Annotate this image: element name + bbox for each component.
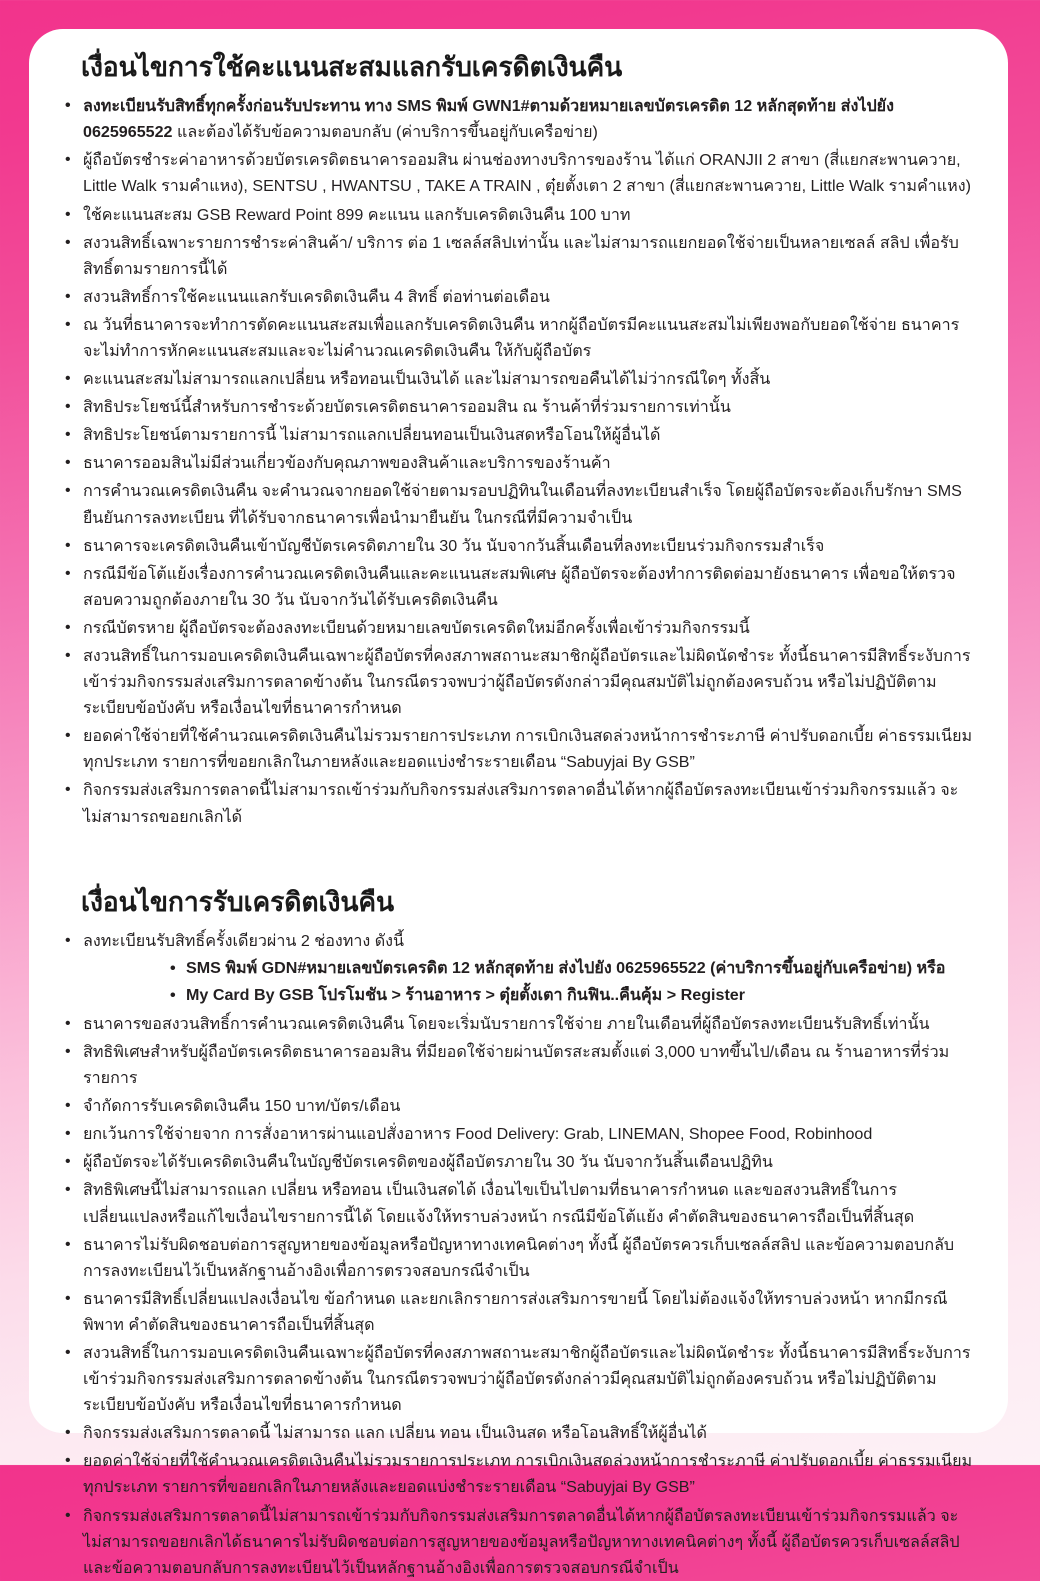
list-item	[57, 1232, 974, 1284]
list-item-text: กรณีบัตรหาย ผู้ถือบัตรจะต้องลงทะเบียนด้วยหมายเลขบัตรเครดิตใหม่อีกครั้งเพื่อเข้าร่วมกิจกรรมนี้	[83, 618, 750, 637]
list-item	[57, 230, 974, 282]
section-title: เงื่อนไขการรับเครดิตเงินคืน	[81, 886, 394, 917]
list-item-text: สงวนสิทธิ์ในการมอบเครดิตเงินคืนเฉพาะผู้ถือบัตรที่คงสภาพสถานะสมาชิกผู้ถือบัตรและไม่ผิดนัดชำระ ทั้งนี้ธนาคารมีสิทธิ์ระงับการเข้าร่วมกิจกรรมส่งเสริมการตลาดข้างต้น ในกรณีตรวจพบว่าผู้ถือบัตรดังกล่าวมีคุณสมบัติไม่ถูกต้องครบถ้วน หรือไม่ปฏิบัติตามระเบียบข้อบังคับ หรือเงื่อนไขที่ธนาคารกำหนด	[83, 647, 971, 718]
list-item	[57, 643, 974, 721]
list-item-text: ใช้คะแนนสะสม GSB Reward Point 899 คะแนน แลกรับเครดิตเงินคืน 100 บาท	[83, 205, 631, 224]
list-item	[57, 312, 974, 364]
registration-channels-list	[83, 955, 974, 1009]
list-item	[57, 561, 974, 613]
list-item	[57, 478, 974, 530]
list-item-text: ธนาคารขอสงวนสิทธิ์การคำนวณเครดิตเงินคืน โดยจะเริ่มนับรายการใช้จ่าย ภายในเดือนที่ผู้ถือบัตรลงทะเบียนรับสิทธิ์เท่านั้น	[83, 1014, 930, 1033]
list-item	[170, 955, 974, 982]
list-item-text: ณ วันที่ธนาคารจะทำการตัดคะแนนสะสมเพื่อแลกรับเครดิตเงินคืน หากผู้ถือบัตรมีคะแนนสะสมไม่เพียงพอกับยอดใช้จ่าย ธนาคารจะไม่ทำการหักคะแนนสะสมและจะไม่คำนวณเครดิตเงินคืน ให้กับผู้ถือบัตร	[83, 315, 960, 360]
list-item-text: ผู้ถือบัตรจะได้รับเครดิตเงินคืนในบัญชีบัตรเครดิตของผู้ถือบัตรภายใน 30 วัน นับจากวันสิ้นเดือนปฏิทิน	[83, 1153, 773, 1172]
list-item	[57, 928, 974, 1009]
list-item	[57, 533, 974, 559]
list-item-text: ลงทะเบียนรับสิทธิ์ทุกครั้งก่อนรับประทาน ทาง SMS พิมพ์ GWN1#ตามด้วยหมายเลขบัตรเครดิต 12 หลักสุดท้าย ส่งไปยัง 0625965522	[83, 97, 894, 142]
list-item-text: ธนาคารออมสินไม่มีส่วนเกี่ยวข้องกับคุณภาพของสินค้าและบริการของร้านค้า	[83, 454, 611, 473]
list-item	[57, 202, 974, 228]
list-item	[57, 1286, 974, 1338]
list-item	[57, 1420, 974, 1446]
list-item-text: คะแนนสะสมไม่สามารถแลกเปลี่ยน หรือทอนเป็นเงินได้ และไม่สามารถขอคืนได้ไม่ว่ากรณีใดๆ ทั้งสิ้น	[83, 370, 771, 389]
list-item-text: กิจกรรมส่งเสริมการตลาดนี้ไม่สามารถเข้าร่วมกับกิจกรรมส่งเสริมการตลาดอื่นได้หากผู้ถือบัตรลงทะเบียนเข้าร่วมกิจกรรมแล้ว จะไม่สามารถขอยกเลิกได้ธนาคารไม่รับผิดชอบต่อการสูญหายของข้อมูลหรือปัญหาทางเทคนิคต่างๆ ทั้งนี้ ผู้ถือบัตรควรเก็บเซลล์สลิป และข้อความตอบกลับการลงทะเบียนไว้เป็นหลักฐานอ้างอิงเพื่อการตรวจสอบกรณีจำเป็น	[83, 1506, 960, 1577]
section-cashback-terms	[57, 886, 974, 1581]
list-item-text: ลงทะเบียนรับสิทธิ์ครั้งเดียวผ่าน 2 ช่องทาง ดังนี้	[83, 931, 405, 950]
terms-list-points-redemption	[57, 93, 974, 830]
list-item-text: ยอดค่าใช้จ่ายที่ใช้คำนวณเครดิตเงินคืนไม่รวมรายการประเภท การเบิกเงินสดล่วงหน้าการชำระภาษี ค่าปรับดอกเบี้ย ค่าธรรมเนียมทุกประเภท รายการที่ขอยกเลิกในภายหลังและยอดแบ่งชำระรายเดือน “Sabuyjai By GSB”	[83, 1452, 973, 1497]
list-item	[57, 1448, 974, 1500]
list-item-text: ยกเว้นการใช้จ่ายจาก การสั่งอาหารผ่านแอปสั่งอาหาร Food Delivery: Grab, LINEMAN, Shopee Food, Robinhood	[83, 1125, 873, 1144]
list-item	[57, 1039, 974, 1091]
list-item	[57, 1177, 974, 1229]
list-item	[57, 1149, 974, 1175]
list-item	[170, 982, 974, 1009]
list-item-text: สงวนสิทธิ์การใช้คะแนนแลกรับเครดิตเงินคืน 4 สิทธิ์ ต่อท่านต่อเดือน	[83, 287, 550, 306]
list-item-subtext: และต้องได้รับข้อความตอบกลับ (ค่าบริการขึ้นอยู่กับเครือข่าย)	[177, 123, 598, 142]
list-item-text: สิทธิประโยชน์นี้สำหรับการชำระด้วยบัตรเครดิตธนาคารออมสิน ณ ร้านค้าที่ร่วมรายการเท่านั้น	[83, 398, 731, 417]
list-item	[57, 1503, 974, 1581]
list-item	[57, 93, 974, 145]
terms-content-panel	[29, 29, 1008, 1577]
list-item-text: กิจกรรมส่งเสริมการตลาดนี้ไม่สามารถเข้าร่วมกับกิจกรรมส่งเสริมการตลาดอื่นได้หากผู้ถือบัตรลงทะเบียนเข้าร่วมกิจกรรมแล้ว จะไม่สามารถขอยกเลิกได้	[83, 781, 959, 826]
list-item	[57, 284, 974, 310]
list-item-text: กิจกรรมส่งเสริมการตลาดนี้ ไม่สามารถ แลก เปลี่ยน ทอน เป็นเงินสด หรือโอนสิทธิ์ให้ผู้อื่นได้	[83, 1424, 707, 1443]
list-item-text: สิทธิพิเศษนี้ไม่สามารถแลก เปลี่ยน หรือทอน เป็นเงินสดได้ เงื่อนไขเป็นไปตามที่ธนาคารกำหนด และขอสงวนสิทธิ์ในการเปลี่ยนแปลงหรือแก้ไขเงื่อนไขรายการนี้ได้ โดยแจ้งให้ทราบล่วงหน้า กรณีมีข้อโต้แย้ง คำตัดสินของธนาคารถือเป็นที่สิ้นสุด	[83, 1181, 915, 1226]
section-divider-space	[57, 832, 974, 866]
list-item-text: ผู้ถือบัตรชำระค่าอาหารด้วยบัตรเครดิตธนาคารออมสิน ผ่านช่องทางบริการของร้าน ได้แก่ ORANJII 2 สาขา (สี่แยกสะพานควาย, Little Walk รามคำแหง), SENTSU , HWANTSU , TAKE A TRAIN , ตุ๋ยตั้งเตา 2 สาขา (สี่แยกสะพานควาย, Little Walk รามคำแหง)	[83, 151, 971, 196]
list-item	[57, 1340, 974, 1418]
list-item-text: สงวนสิทธิ์ในการมอบเครดิตเงินคืนเฉพาะผู้ถือบัตรที่คงสภาพสถานะสมาชิกผู้ถือบัตรและไม่ผิดนัดชำระ ทั้งนี้ธนาคารมีสิทธิ์ระงับการเข้าร่วมกิจกรรมส่งเสริมการตลาดข้างต้น ในกรณีตรวจพบว่าผู้ถือบัตรดังกล่าวมีคุณสมบัติไม่ถูกต้องครบถ้วน หรือไม่ปฏิบัติตามระเบียบข้อบังคับ หรือเงื่อนไขที่ธนาคารกำหนด	[83, 1344, 971, 1415]
list-item	[57, 450, 974, 476]
list-item-text: SMS พิมพ์ GDN#หมายเลขบัตรเครดิต 12 หลักสุดท้าย ส่งไปยัง 0625965522 (ค่าบริการขึ้นอยู่กับเครือข่าย) หรือ	[186, 958, 946, 977]
list-item-text: ยอดค่าใช้จ่ายที่ใช้คำนวณเครดิตเงินคืนไม่รวมรายการประเภท การเบิกเงินสดล่วงหน้าการชำระภาษี ค่าปรับดอกเบี้ย ค่าธรรมเนียมทุกประเภท รายการที่ขอยกเลิกในภายหลังและยอดแบ่งชำระรายเดือน “Sabuyjai By GSB”	[83, 727, 973, 772]
list-item-text: จำกัดการรับเครดิตเงินคืน 150 บาท/บัตร/เดือน	[83, 1097, 401, 1116]
list-item-text: My Card By GSB โปรโมชัน > ร้านอาหาร > ตุ๋ยตั้งเตา กินฟิน..คืนคุ้ม > Register	[186, 985, 746, 1004]
list-item-text: ธนาคารมีสิทธิ์เปลี่ยนแปลงเงื่อนไข ข้อกำหนด และยกเลิกรายการส่งเสริมการขายนี้ โดยไม่ต้องแจ้งให้ทราบล่วงหน้า หากมีกรณีพิพาท คำตัดสินของธนาคารถือเป็นที่สิ้นสุด	[83, 1289, 948, 1334]
list-item	[57, 147, 974, 199]
list-item	[57, 394, 974, 420]
list-item-text: การคำนวณเครดิตเงินคืน จะคำนวณจากยอดใช้จ่ายตามรอบปฏิทินในเดือนที่ลงทะเบียนสำเร็จ โดยผู้ถือบัตรจะต้องเก็บรักษา SMS ยืนยันการลงทะเบียน ที่ได้รับจากธนาคารเพื่อนำมายืนยัน ในกรณีที่มีความจำเป็น	[83, 482, 962, 527]
list-item	[57, 723, 974, 775]
section-points-redemption	[57, 51, 974, 830]
list-item-text: ธนาคารจะเครดิตเงินคืนเข้าบัญชีบัตรเครดิตภายใน 30 วัน นับจากวันสิ้นเดือนที่ลงทะเบียนร่วมกิจกรรมสำเร็จ	[83, 536, 825, 555]
list-item-text: สงวนสิทธิ์เฉพาะรายการชำระค่าสินค้า/ บริการ ต่อ 1 เซลล์สลิปเท่านั้น และไม่สามารถแยกยอดใช้จ่ายเป็นหลายเซลล์ สลิป เพื่อรับสิทธิ์ตามรายการนี้ได้	[83, 233, 959, 278]
list-item	[57, 1011, 974, 1037]
list-item	[57, 366, 974, 392]
list-item-text: สิทธิประโยชน์ตามรายการนี้ ไม่สามารถแลกเปลี่ยนทอนเป็นเงินสดหรือโอนให้ผู้อื่นได้	[83, 426, 661, 445]
list-item	[57, 777, 974, 829]
list-item	[57, 1093, 974, 1119]
section-title: เงื่อนไขการใช้คะแนนสะสมแลกรับเครดิตเงินคืน	[81, 52, 623, 82]
list-item-text: กรณีมีข้อโต้แย้งเรื่องการคำนวณเครดิตเงินคืนและคะแนนสะสมพิเศษ ผู้ถือบัตรจะต้องทำการติดต่อมายังธนาคาร เพื่อขอให้ตรวจสอบความถูกต้องภายใน 30 วัน นับจากวันได้รับเครดิตเงินคืน	[83, 564, 956, 609]
list-item	[57, 1121, 974, 1147]
list-item	[57, 615, 974, 641]
list-item-text: ธนาคารไม่รับผิดชอบต่อการสูญหายของข้อมูลหรือปัญหาทางเทคนิคต่างๆ ทั้งนี้ ผู้ถือบัตรควรเก็บเซลล์สลิป และข้อความตอบกลับการลงทะเบียนไว้เป็นหลักฐานอ้างอิงเพื่อการตรวจสอบกรณีจำเป็น	[83, 1235, 955, 1280]
list-item-text: สิทธิพิเศษสำหรับผู้ถือบัตรเครดิตธนาคารออมสิน ที่มียอดใช้จ่ายผ่านบัตรสะสมตั้งแต่ 3,000 บาทขึ้นไป/เดือน ณ ร้านอาหารที่ร่วมรายการ	[83, 1042, 950, 1088]
list-item	[57, 422, 974, 448]
terms-list-cashback	[57, 928, 974, 1581]
